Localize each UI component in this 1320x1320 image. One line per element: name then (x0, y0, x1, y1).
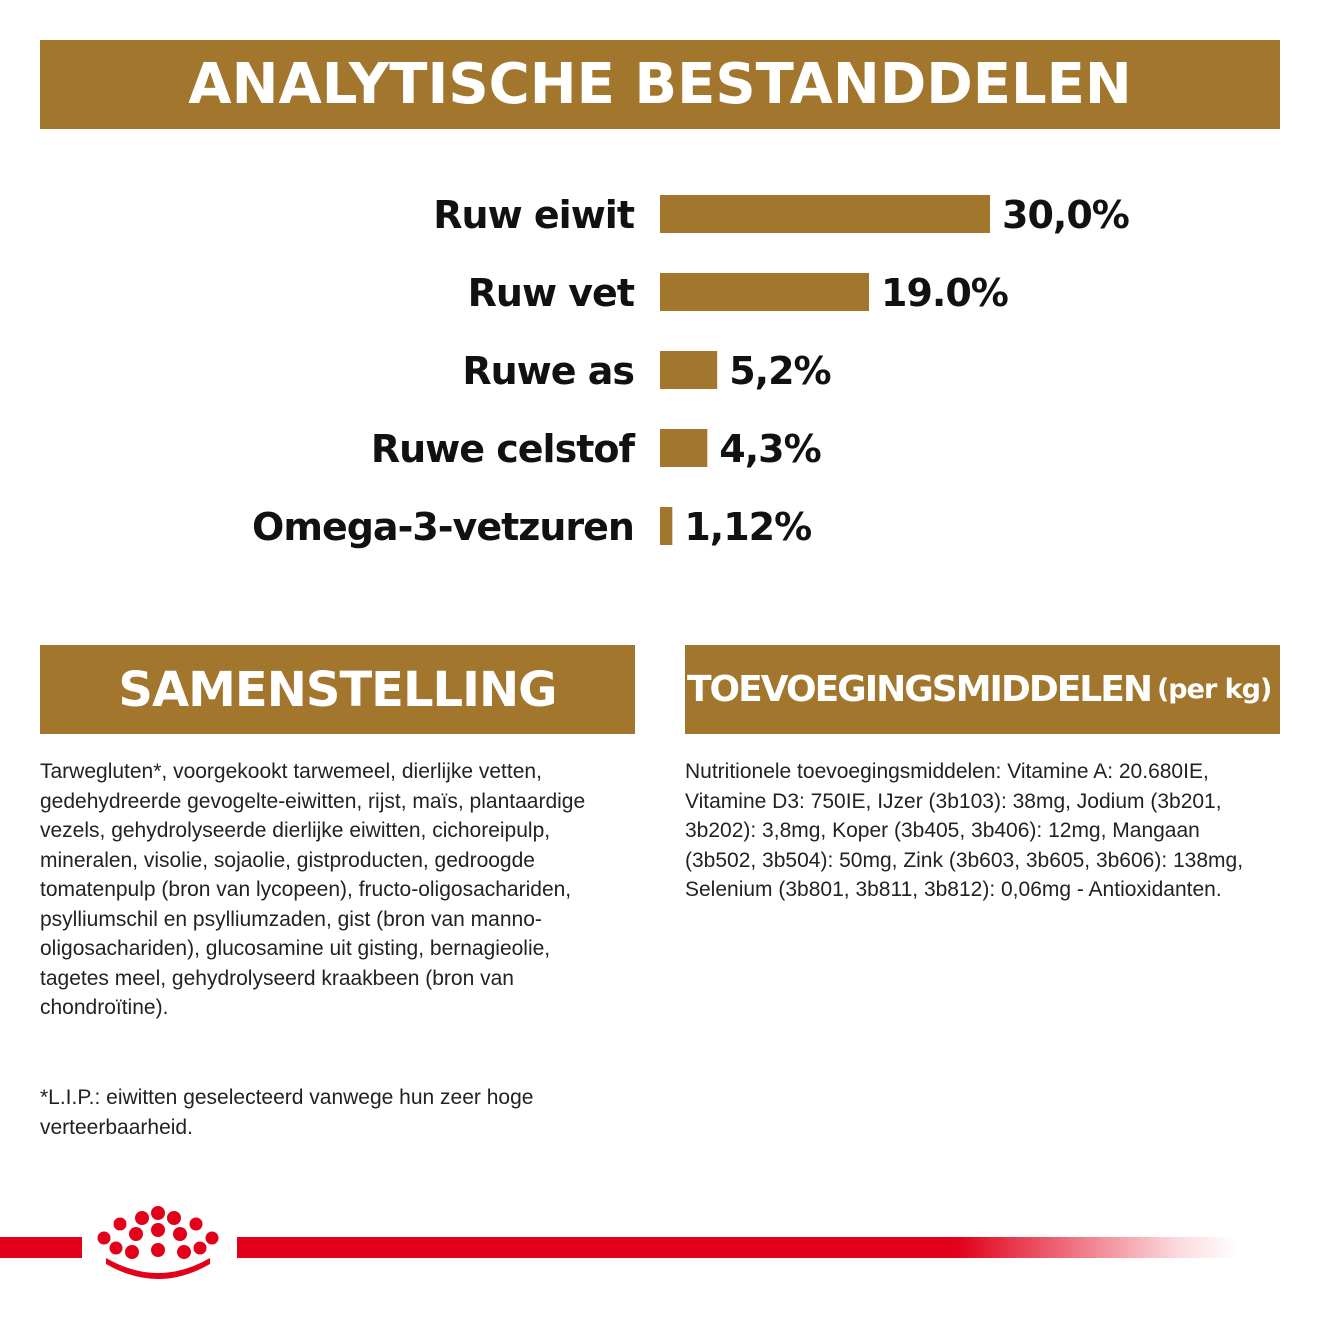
value-label: 19.0% (881, 271, 1008, 315)
bar (660, 429, 707, 467)
footer-line-right (237, 1237, 1237, 1258)
category-label: Ruwe celstof (370, 427, 634, 471)
category-label: Ruw eiwit (433, 193, 634, 237)
section-title-composition (40, 645, 635, 734)
section-title-analytical-label: ANALYTISCHE BESTANDDELEN (188, 52, 1132, 117)
bar (660, 351, 717, 389)
bar (660, 273, 869, 311)
section-title-composition-label: SAMENSTELLING (118, 661, 557, 718)
section-title-analytical (40, 40, 1280, 129)
composition-footnote: *L.I.P.: eiwitten geselecteerd vanwege hun zeer hoge verteerbaarheid. (40, 1086, 534, 1139)
footer-line-left (0, 1237, 82, 1258)
additives-text: Nutritionele toevoegingsmiddelen: Vitamine A: 20.680IE, Vitamine D3: 750IE, IJzer (3b103): 38mg, Jodium (3b201, 3b202): 3,8mg, Koper (3b405, 3b406): 12mg, Mangaan (3b502, 3b504): 50mg, Zink (3b603, 3b605, 3b606): 138mg, Selenium (3b801, 3b811, 3b812): 0,06mg - Antioxidanten. (685, 760, 1244, 901)
bar (660, 507, 672, 545)
category-label: Ruwe as (462, 349, 634, 393)
analytical-bar-chart (0, 160, 1320, 580)
section-title-additives (685, 645, 1280, 734)
category-label: Ruw vet (467, 271, 634, 315)
value-label: 30,0% (1002, 193, 1129, 237)
composition-text: Tarwegluten*, voorgekookt tarwemeel, dierlijke vetten, gedehydreerde gevogelte-eiwitten, rijst, maïs, plantaardige vezels, gehydrolyseerde dierlijke eiwitten, cichoreipulp, mineralen, visolie, sojaolie, gistproducten, gedroogde tomatenpulp (bron van lycopeen), fructo-oligosachariden, psylliumschil en psylliumzaden, gist (bron van manno-oligosachariden), glucosamine uit gisting, bernagieolie, tagetes meel, gehydrolyseerd kraakbeen (bron van chondroïtine). (40, 760, 586, 1019)
crown-icon (88, 1200, 228, 1290)
bar (660, 195, 990, 233)
value-label: 4,3% (719, 427, 821, 471)
value-label: 5,2% (729, 349, 831, 393)
section-title-additives-label: TOEVOEGINGSMIDDELEN (687, 669, 1151, 710)
section-title-additives-unit: (per kg) (1156, 674, 1272, 705)
value-label: 1,12% (684, 505, 812, 549)
category-label: Omega-3-vetzuren (252, 505, 634, 549)
